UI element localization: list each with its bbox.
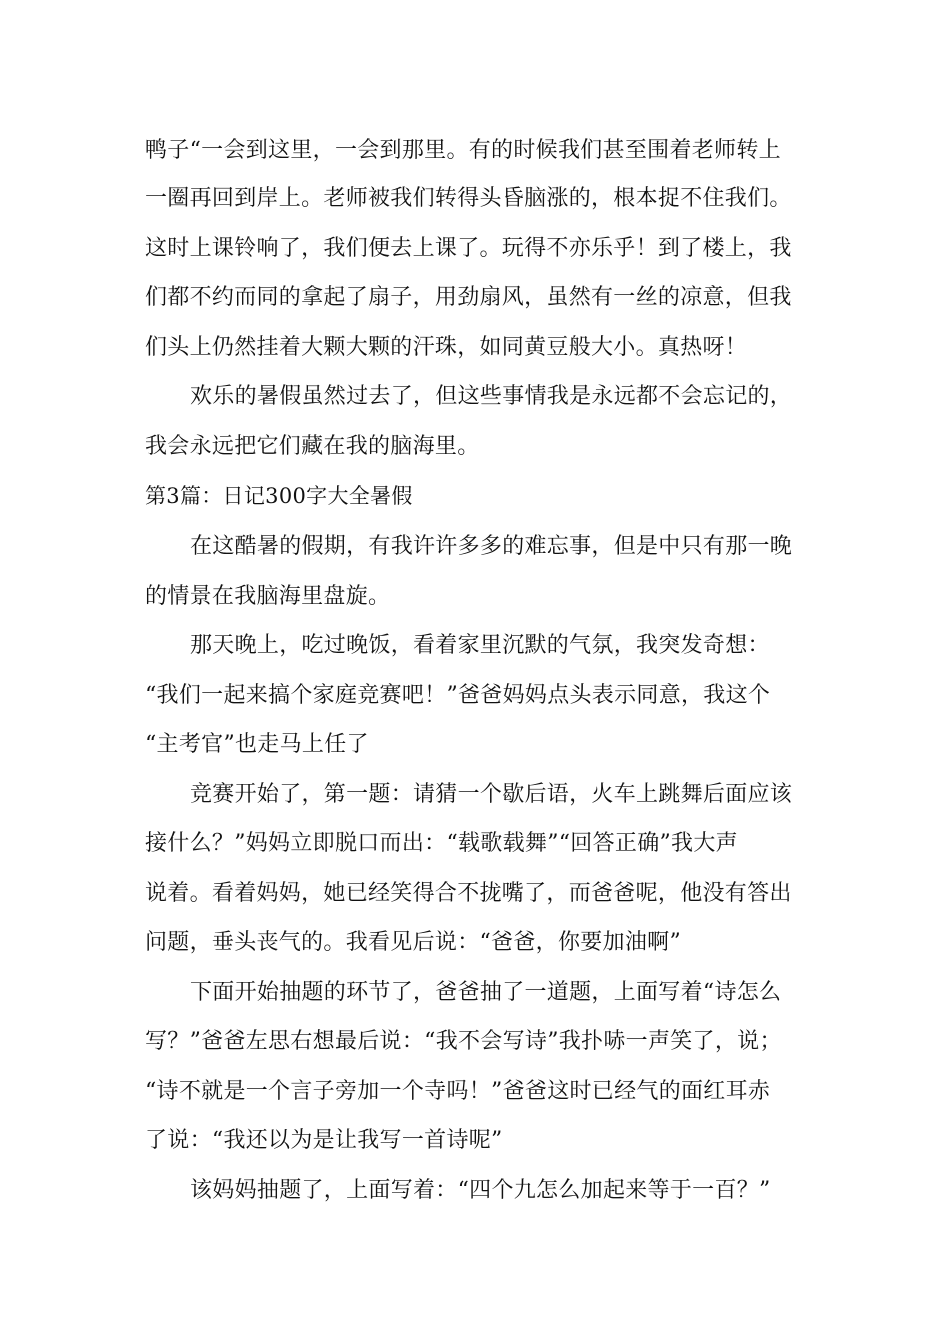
paragraph-start-line: 下面开始抽题的环节了，爸爸抽了一道题，上面写着“诗怎么: [190, 980, 782, 1005]
text-line-17: 问题，垂头丧气的。我看见后说：“爸爸，你要加油啊”: [145, 930, 681, 955]
text-line-4: 们都不约而同的拿起了扇子，用劲扇风，虽然有一丝的凉意，但我: [145, 285, 792, 310]
text-line-10: 的情景在我脑海里盘旋。: [145, 584, 391, 609]
text-line-2: 一圈再回到岸上。老师被我们转得头昏脑涨的，根本捉不住我们。: [145, 186, 792, 211]
text-line-19: 写？”爸爸左思右想最后说：“我不会写诗”我扑哧一声笑了，说；: [145, 1029, 782, 1054]
text-line-7: 我会永远把它们藏在我的脑海里。: [145, 434, 480, 459]
text-line-3: 这时上课铃响了，我们便去上课了。玩得不亦乐乎！到了楼上，我: [145, 236, 792, 261]
text-line-16: 说着。看着妈妈，她已经笑得合不拢嘴了，而爸爸呢，他没有答出: [145, 881, 792, 906]
text-line-21: 了说：“我还以为是让我写一首诗呢”: [145, 1128, 503, 1153]
paragraph-start-line: 那天晚上，吃过晚饭，看着家里沉默的气氛，我突发奇想：: [190, 633, 770, 658]
text-line-1: 鸭子“一会到这里，一会到那里。有的时候我们甚至围着老师转上: [145, 138, 781, 163]
text-line-5: 们头上仍然挂着大颗大颗的汗珠，如同黄豆般大小。真热呀！: [145, 335, 748, 360]
text-line-20: “诗不就是一个言子旁加一个寺吗！”爸爸这时已经气的面红耳赤: [145, 1079, 771, 1104]
paragraph-start-line: 在这酷暑的假期，有我许许多多的难忘事，但是中只有那一晚: [190, 534, 793, 559]
paragraph-start-line: 该妈妈抽题了，上面写着：“四个九怎么加起来等于一百？”: [190, 1178, 771, 1203]
paragraph-start-line: 竞赛开始了，第一题：请猜一个歇后语，火车上跳舞后面应该: [190, 782, 793, 807]
text-line-13: “主考官”也走马上任了: [145, 732, 369, 757]
text-line-15: 接什么？”妈妈立即脱口而出：“载歌载舞”“回答正确”我大声: [145, 831, 738, 856]
text-line-12: “我们一起来搞个家庭竞赛吧！”爸爸妈妈点头表示同意，我这个: [145, 683, 771, 708]
paragraph-start-line: 欢乐的暑假虽然过去了，但这些事情我是永远都不会忘记的，: [190, 384, 793, 409]
section-heading: 第3篇：日记300字大全暑假: [145, 484, 413, 508]
